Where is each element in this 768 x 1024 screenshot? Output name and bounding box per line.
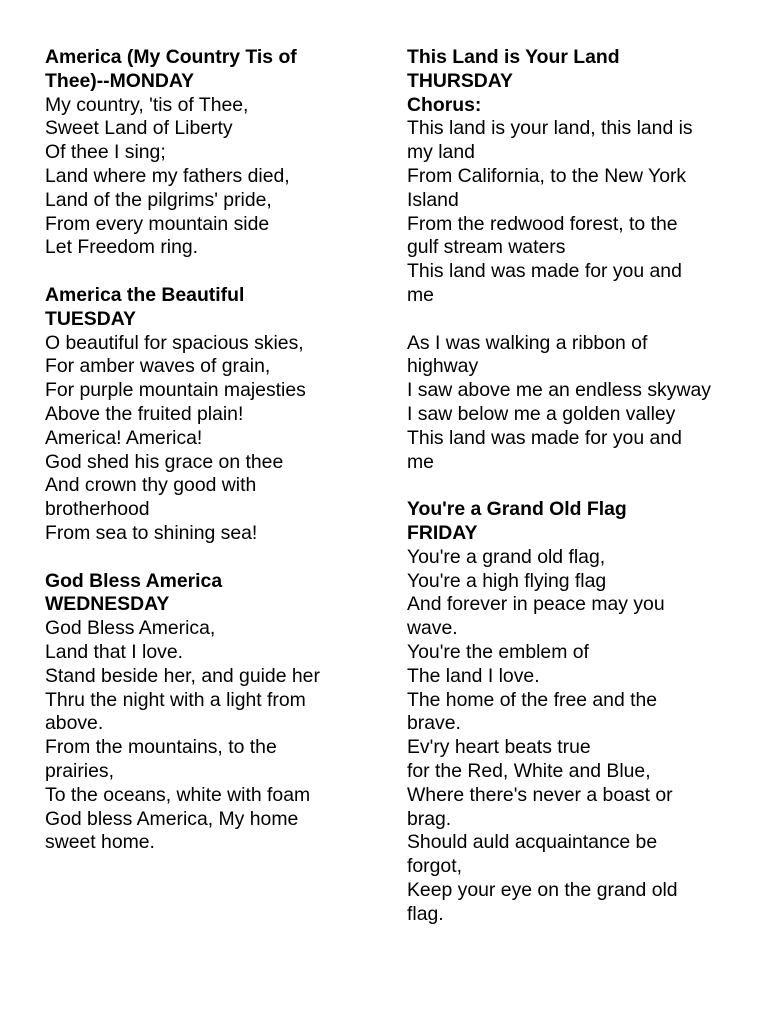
lyric-line: This land was made for you and xyxy=(407,426,682,449)
lyric-line: You're a grand old flag, xyxy=(407,545,606,568)
lyric-line: And crown thy good with xyxy=(45,474,257,497)
lyric-line: O beautiful for spacious skies, xyxy=(45,331,304,354)
lyric-line: America! America! xyxy=(45,426,203,449)
lyric-line: The land I love. xyxy=(407,664,540,687)
lyric-line: As I was walking a ribbon of xyxy=(407,331,648,354)
lyric-line: Land of the pilgrims' pride, xyxy=(45,188,272,211)
lyric-line: flag. xyxy=(407,902,444,925)
lyric-line: My country, 'tis of Thee, xyxy=(45,93,249,116)
lyric-line: my land xyxy=(407,141,475,164)
lyric-line: God bless America, My home xyxy=(45,807,299,830)
lyric-line: Keep your eye on the grand old xyxy=(407,878,678,901)
lyric-line: above. xyxy=(45,712,104,735)
lyric-line: Above the fruited plain! xyxy=(45,402,244,425)
lyric-line: God shed his grace on thee xyxy=(45,450,284,473)
song-title: Thee)--MONDAY xyxy=(45,69,195,92)
lyric-line: Of thee I sing; xyxy=(45,141,166,164)
lyric-line: And forever in peace may you xyxy=(407,593,665,616)
lyric-line: Where there's never a boast or xyxy=(407,783,673,806)
chorus-label: Chorus: xyxy=(407,93,482,116)
song-grand-old-flag-friday xyxy=(407,498,737,926)
lyric-line: I saw above me an endless skyway xyxy=(407,379,711,402)
lyric-line: From sea to shining sea! xyxy=(45,521,258,544)
left-column xyxy=(45,46,365,879)
lyric-line: From the redwood forest, to the xyxy=(407,212,678,235)
lyric-line: brotherhood xyxy=(45,498,150,521)
song-title: America the Beautiful xyxy=(45,283,245,306)
lyric-line: Sweet Land of Liberty xyxy=(45,117,233,140)
song-this-land-thursday xyxy=(407,46,737,474)
lyric-line: Stand beside her, and guide her xyxy=(45,664,320,687)
lyric-line: for the Red, White and Blue, xyxy=(407,759,651,782)
lyric-line: forgot, xyxy=(407,855,462,878)
song-title: God Bless America xyxy=(45,569,223,592)
lyric-line: Should auld acquaintance be xyxy=(407,831,658,854)
lyric-line: You're the emblem of xyxy=(407,640,589,663)
song-title: America (My Country Tis of xyxy=(45,46,297,68)
lyric-line: The home of the free and the xyxy=(407,688,658,711)
lyric-line: Land that I love. xyxy=(45,640,183,663)
lyric-line: To the oceans, white with foam xyxy=(45,783,311,806)
lyric-line: brag. xyxy=(407,807,452,830)
lyric-line: From California, to the New York xyxy=(407,164,687,187)
lyric-line: God Bless America, xyxy=(45,617,216,640)
lyric-line: brave. xyxy=(407,712,461,735)
song-america-beautiful-tuesday xyxy=(45,284,365,546)
lyric-line: me xyxy=(407,283,434,306)
song-day: WEDNESDAY xyxy=(45,593,170,616)
lyric-line: highway xyxy=(407,355,479,378)
lyric-line: For amber waves of grain, xyxy=(45,355,271,378)
lyric-line: From every mountain side xyxy=(45,212,270,235)
song-title: You're a Grand Old Flag xyxy=(407,498,627,521)
stanza-gap xyxy=(407,308,737,332)
lyric-line: Let Freedom ring. xyxy=(45,236,199,259)
lyric-line: You're a high flying flag xyxy=(407,569,607,592)
lyric-line: wave. xyxy=(407,617,458,640)
lyric-line: This land is your land, this land is xyxy=(407,117,693,140)
lyric-line: prairies, xyxy=(45,759,114,782)
song-god-bless-america-wednesday xyxy=(45,570,365,856)
song-title: This Land is Your Land xyxy=(407,46,620,68)
lyric-line: gulf stream waters xyxy=(407,236,566,259)
song-day: THURSDAY xyxy=(407,69,513,92)
lyric-line: sweet home. xyxy=(45,831,155,854)
lyric-line: I saw below me a golden valley xyxy=(407,402,676,425)
lyric-line: Island xyxy=(407,188,459,211)
song-america-monday xyxy=(45,46,365,260)
lyric-line: For purple mountain majesties xyxy=(45,379,306,402)
song-day: TUESDAY xyxy=(45,307,136,330)
lyric-line: From the mountains, to the xyxy=(45,736,277,759)
lyric-line: Land where my fathers died, xyxy=(45,164,290,187)
lyric-line: This land was made for you and xyxy=(407,260,682,283)
lyric-line: Ev'ry heart beats true xyxy=(407,736,591,759)
lyric-line: Thru the night with a light from xyxy=(45,688,306,711)
song-day: FRIDAY xyxy=(407,521,478,544)
lyric-line: me xyxy=(407,450,434,473)
right-column xyxy=(407,46,737,950)
